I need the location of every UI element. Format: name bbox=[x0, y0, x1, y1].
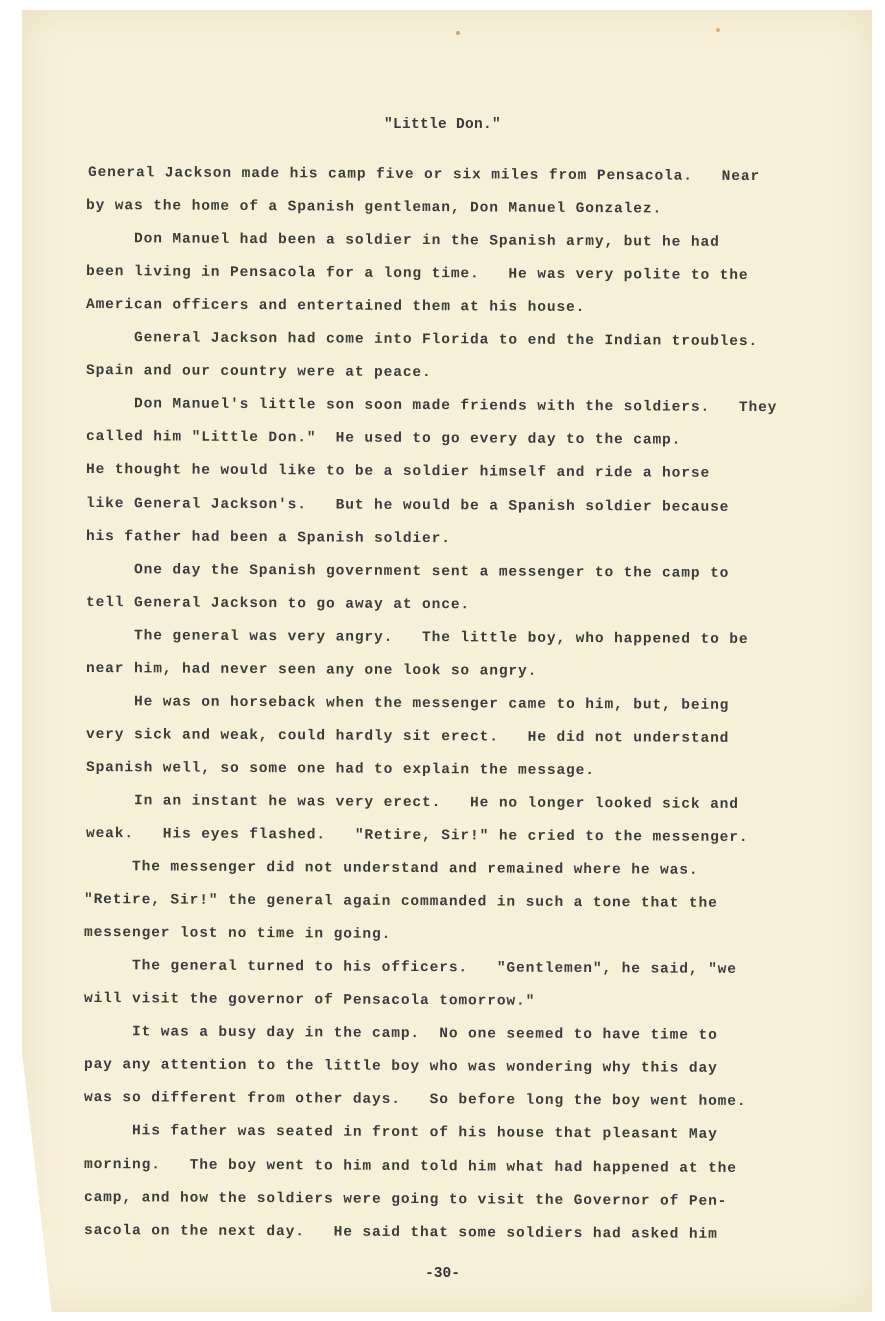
text-line: General Jackson had come into Florida to end the Indian troubles. bbox=[85, 330, 759, 351]
text-line: was so different from other days. So before long the boy went home. bbox=[83, 1090, 747, 1111]
text-line: weak. His eyes flashed. "Retire, Sir!" he cried to the messenger. bbox=[85, 826, 749, 847]
text-line: Spain and our country were at peace. bbox=[85, 363, 432, 382]
text-line: Don Manuel had been a soldier in the Spanish army, but he had bbox=[85, 231, 720, 251]
text-line: The messenger did not understand and remained where he was. bbox=[83, 859, 699, 879]
text-line: The general was very angry. The little boy, who happened to be bbox=[85, 627, 749, 648]
text-line: like General Jackson's. But he would be a Spanish soldier because bbox=[85, 495, 730, 516]
text-line: very sick and weak, could hardly sit erect. He did not understand bbox=[85, 726, 730, 747]
document-title: "Little Don." bbox=[383, 117, 502, 133]
text-line: One day the Spanish government sent a messenger to the camp to bbox=[85, 561, 730, 582]
text-line: near him, had never seen any one look so angry. bbox=[85, 660, 538, 680]
page-number: -30- bbox=[425, 1266, 460, 1282]
text-line: He thought he would like to be a soldier himself and ride a horse bbox=[85, 462, 711, 483]
text-line: Don Manuel's little son soon made friends with the soldiers. They bbox=[85, 396, 778, 417]
text-line: messenger lost no time in going. bbox=[83, 925, 392, 944]
text-line: been living in Pensacola for a long time. He was very polite to the bbox=[85, 264, 749, 285]
text-line: American officers and entertained them at his house. bbox=[85, 297, 586, 317]
text-line: camp, and how the soldiers were going to visit the Governor of Pen- bbox=[83, 1189, 728, 1210]
text-line: It was a busy day in the camp. No one seemed to have time to bbox=[83, 1024, 718, 1045]
text-line: The general turned to his officers. "Gentlemen", he said, "we bbox=[83, 958, 737, 979]
text-line: by was the home of a Spanish gentleman, Don Manuel Gonzalez. bbox=[85, 198, 663, 218]
text-line: morning. The boy went to him and told him what had happened at the bbox=[83, 1156, 737, 1177]
text-line: called him "Little Don." He used to go every day to the camp. bbox=[85, 429, 682, 450]
text-line: In an instant he was very erect. He no longer looked sick and bbox=[85, 792, 739, 813]
paper-blemish bbox=[716, 28, 720, 32]
paper-blemish bbox=[456, 31, 460, 35]
text-line: will visit the governor of Pensacola tomorrow." bbox=[83, 991, 536, 1011]
text-line: His father was seated in front of his house that pleasant May bbox=[83, 1123, 718, 1144]
text-line: He was on horseback when the messenger came to him, but, being bbox=[85, 693, 730, 714]
text-line: General Jackson made his camp five or six miles from Pensacola. Near bbox=[87, 165, 761, 186]
text-line: tell General Jackson to go away at once. bbox=[85, 594, 471, 613]
text-line: his father had been a Spanish soldier. bbox=[85, 528, 451, 547]
text-line: Spanish well, so some one had to explain the message. bbox=[85, 759, 595, 779]
text-line: "Retire, Sir!" the general again commanded in such a tone that the bbox=[83, 892, 718, 912]
text-line: sacola on the next day. He said that some soldiers had asked him bbox=[83, 1222, 718, 1243]
text-line: pay any attention to the little boy who was wondering why this day bbox=[83, 1057, 718, 1078]
